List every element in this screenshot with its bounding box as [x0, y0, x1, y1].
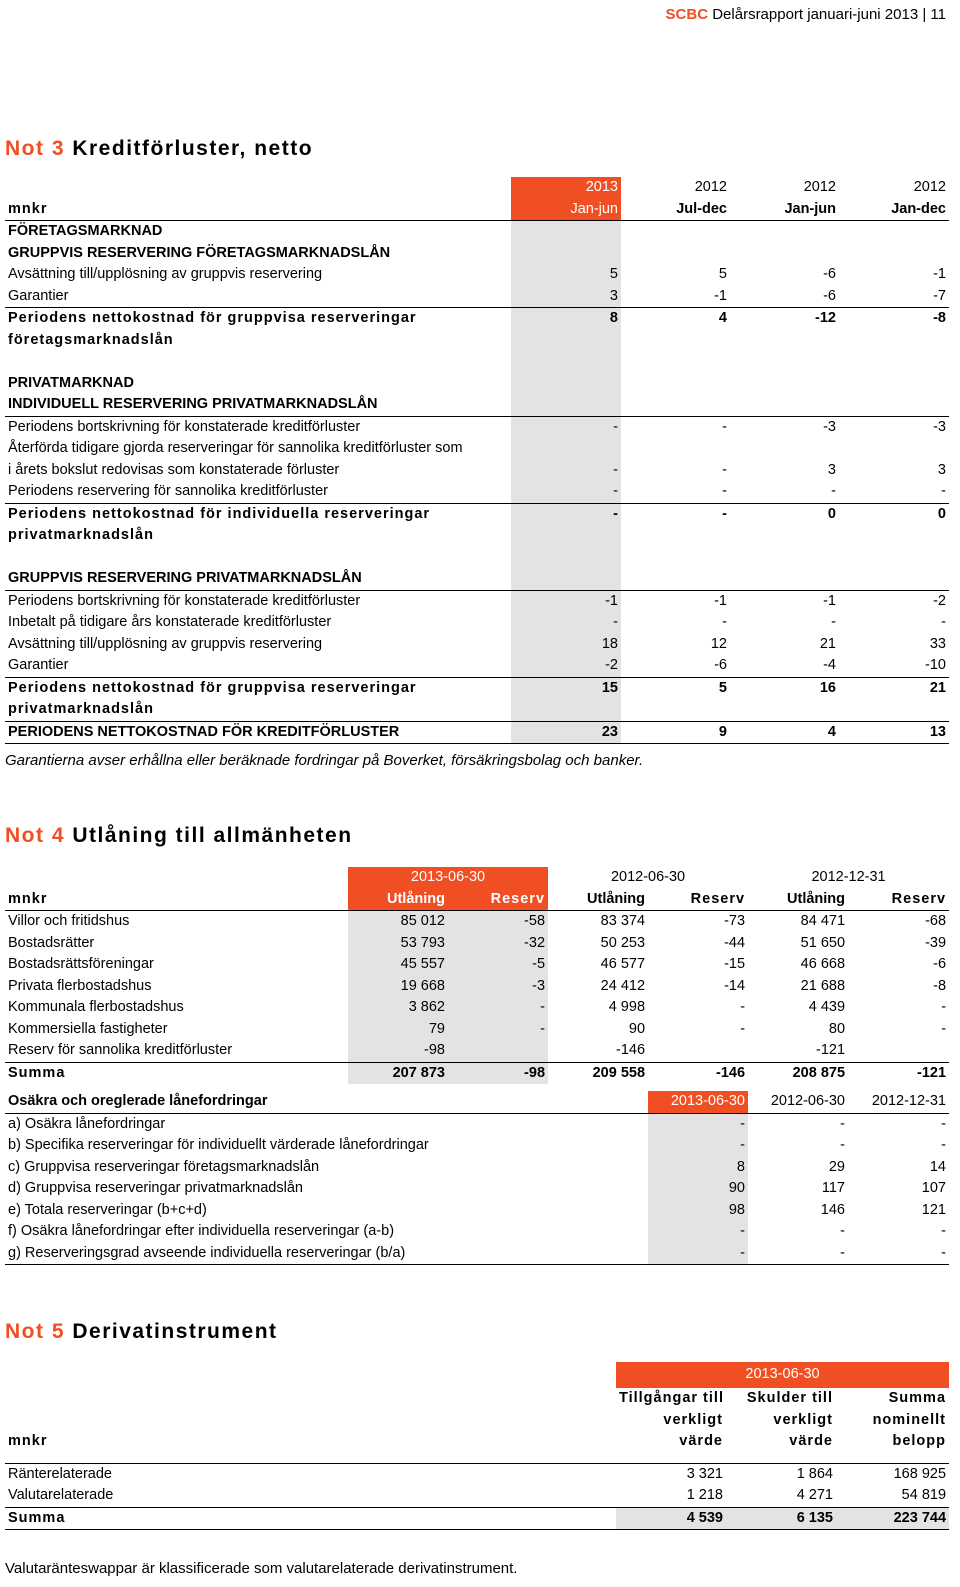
col-date: 2013-06-30 — [648, 1091, 748, 1113]
note3-table — [5, 177, 949, 744]
table-header-row — [5, 199, 949, 221]
unit-label: mnkr — [5, 199, 511, 221]
subtotal-row-cont: privatmarknadslån — [5, 699, 949, 721]
spacer-row — [5, 547, 949, 569]
table-row: Kommersiella fastigheter 79 - 90 - 80 - — [5, 1019, 949, 1041]
table-row: Bostadsrätter 53 793 -32 50 253 -44 51 650 -39 — [5, 933, 949, 955]
table-row: d) Gruppvisa reserveringar privatmarknadslån 90 117 107 — [5, 1178, 949, 1200]
col-period: Jul-dec — [621, 199, 730, 221]
table-row: Avsättning till/upplösning av gruppvis reservering 5 5 -6 -1 — [5, 264, 949, 286]
table-row: g) Reserveringsgrad avseende individuella reserveringar (b/a) - - - — [5, 1243, 949, 1265]
table-header-row: mnkr värde värde belopp — [5, 1431, 949, 1453]
note3-title: Kreditförluster, netto — [72, 137, 314, 160]
table-row: Kommunala flerbostadshus 3 862 - 4 998 - 4 439 - — [5, 997, 949, 1019]
table-row: Privata flerbostadshus 19 668 -3 24 412 -14 21 688 -8 — [5, 976, 949, 998]
table-row: b) Specifika reserveringar för individuellt värderade lånefordringar - - - — [5, 1135, 949, 1157]
table-row: Inbetalt på tidigare års konstaterade kreditförluster - - - - — [5, 612, 949, 634]
col-period: Jan-jun — [511, 199, 621, 221]
col-date: 2012-06-30 — [748, 1091, 848, 1113]
subtotal-row: Periodens nettokostnad för gruppvisa reserveringar 8 4 -12 -8 — [5, 308, 949, 330]
table-row: e) Totala reserveringar (b+c+d) 98 146 121 — [5, 1200, 949, 1222]
table-row: Garantier 3 -1 -6 -7 — [5, 286, 949, 308]
table-row: a) Osäkra lånefordringar - - - — [5, 1113, 949, 1135]
total-row: Summa 4 539 6 135 223 744 — [5, 1507, 949, 1530]
table-row: Avsättning till/upplösning av gruppvis reservering 18 12 21 33 — [5, 634, 949, 656]
col-period: Jan-jun — [730, 199, 839, 221]
brand-logo: SCBC — [665, 6, 709, 23]
page-number: 11 — [930, 6, 946, 23]
section-heading: PRIVATMARKNAD — [5, 373, 949, 395]
table-header-row: Tillgångar till Skulder till Summa — [619, 1390, 947, 1406]
table-row: Periodens bortskrivning för konstaterade kreditförluster - - -3 -3 — [5, 416, 949, 438]
note3-footnote: Garantierna avser erhållna eller beräknade fordringar på Boverket, försäkringsbolag och banker. — [5, 752, 644, 769]
report-title: Delårsrapport januari-juni 2013 — [712, 6, 919, 23]
subtotal-row-cont: privatmarknadslån — [5, 525, 949, 547]
note5-title: Derivatinstrument — [72, 1320, 278, 1343]
note5-footnote: Valutaränteswappar är klassificerade som valutarelaterade derivatinstrument. — [5, 1560, 518, 1577]
table-row: Villor och fritidshus 85 012 -58 83 374 -73 84 471 -68 — [5, 911, 949, 933]
col-year: 2012 — [913, 179, 946, 195]
osakra-table — [5, 1091, 949, 1265]
page-header — [666, 6, 946, 23]
col-date: 2012-12-31 — [811, 869, 886, 885]
table-header-row — [5, 867, 949, 889]
spacer-row — [5, 1453, 949, 1464]
table-header-row — [5, 1362, 949, 1388]
col-period: Jan-dec — [839, 199, 949, 221]
table-row: Reserv för sannolika kreditförluster -98 -146 -121 — [5, 1040, 949, 1062]
table-row: i årets bokslut redovisas som konstaterade förluster - - 3 3 — [5, 460, 949, 482]
note5-heading — [5, 1320, 278, 1344]
note3-heading — [5, 137, 313, 161]
table-row: c) Gruppvisa reserveringar företagsmarknadslån 8 29 14 — [5, 1157, 949, 1179]
table-row: Ränterelaterade 3 321 1 864 168 925 — [8, 1465, 947, 1482]
table-row: Periodens bortskrivning för konstaterade kreditförluster -1 -1 -1 -2 — [5, 590, 949, 612]
note5-number: Not 5 — [5, 1320, 65, 1343]
col-date: 2012-06-30 — [610, 869, 686, 885]
table-row: f) Osäkra lånefordringar efter individuella reserveringar (a-b) - - - — [5, 1221, 949, 1243]
note4-table — [5, 867, 949, 1084]
table-row: Bostadsrättsföreningar 45 557 -5 46 577 -15 46 668 -6 — [5, 954, 949, 976]
subtotal-row: Periodens nettokostnad för individuella reserveringar - - 0 0 — [5, 503, 949, 525]
table-row: Återförda tidigare gjorda reserveringar för sannolika kreditförluster som — [5, 438, 949, 460]
col-year: 2012 — [803, 179, 836, 195]
section-heading: GRUPPVIS RESERVERING PRIVATMARKNADSLÅN — [5, 568, 949, 590]
header-separator: | — [922, 6, 927, 23]
table-header-row: verkligt verkligt nominellt — [663, 1411, 947, 1428]
note3-number: Not 3 — [5, 137, 65, 160]
section-subheading: INDIVIDUELL RESERVERING PRIVATMARKNADSLÅN — [5, 394, 949, 416]
note4-title: Utlåning till allmänheten — [72, 824, 353, 847]
note4-heading — [5, 824, 353, 848]
subtotal-row: Periodens nettokostnad för gruppvisa reserveringar 15 5 16 21 — [5, 677, 949, 699]
col-year: 2012 — [694, 179, 727, 195]
subtotal-row-cont: företagsmarknadslån — [5, 330, 949, 352]
col-date: 2013-06-30 — [348, 867, 548, 889]
col-date: 2013-06-30 — [616, 1362, 949, 1388]
table-row: Valutarelaterade 1 218 4 271 54 819 — [5, 1485, 949, 1507]
section-subheading: GRUPPVIS RESERVERING FÖRETAGSMARKNADSLÅN — [5, 243, 949, 265]
table-row: Periodens reservering för sannolika kreditförluster - - - - — [5, 481, 949, 503]
unit-label: mnkr — [5, 889, 348, 911]
col-date: 2012-12-31 — [848, 1091, 949, 1113]
table-row: Garantier -2 -6 -4 -10 — [5, 655, 949, 677]
table-header-row: mnkr Utlåning Reserv Utlåning Reserv Utlåning Reserv — [5, 889, 949, 911]
total-row: PERIODENS NETTOKOSTNAD FÖR KREDITFÖRLUSTER 23 9 4 13 — [5, 721, 949, 744]
osakra-title: Osäkra och oreglerade lånefordringar — [5, 1091, 648, 1113]
note4-number: Not 4 — [5, 824, 65, 847]
spacer-row — [5, 351, 949, 373]
col-year: 2013 — [511, 177, 621, 199]
unit-label: mnkr — [8, 1433, 48, 1449]
note5-table — [5, 1362, 949, 1530]
section-heading: FÖRETAGSMARKNAD — [5, 221, 949, 243]
table-header-row — [5, 1091, 949, 1113]
total-row: Summa 207 873 -98 209 558 -146 208 875 -121 — [5, 1062, 949, 1084]
table-header-row — [5, 177, 949, 199]
